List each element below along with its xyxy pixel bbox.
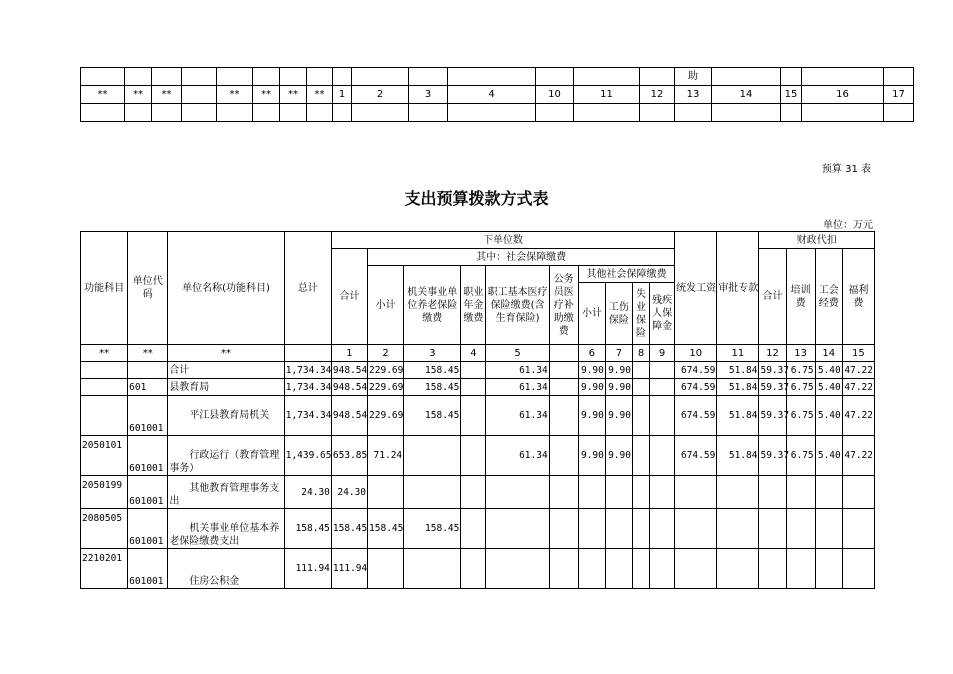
- table-cell-sub: 229.69: [368, 362, 404, 379]
- table-cell-special: [717, 549, 759, 589]
- table-cell-medical: [486, 509, 549, 549]
- header-func-code: 功能科目: [81, 232, 128, 345]
- header-unit-code: 单位代码: [128, 232, 168, 345]
- table-cell-sub: 229.69: [368, 379, 404, 396]
- unit-label: 单位：万元: [823, 220, 873, 231]
- table-cell-unit: 601001: [128, 396, 168, 436]
- table-cell-medical: [486, 549, 549, 589]
- top-index-cell: **: [152, 86, 182, 104]
- table-cell-name: 住房公积金: [168, 549, 284, 589]
- table-cell-civil: [549, 362, 578, 379]
- table-row: [81, 362, 875, 379]
- header-pension: 机关事业单位养老保险缴费: [404, 266, 461, 345]
- table-cell-training: 6.75: [786, 362, 815, 379]
- table-cell-welfare: [842, 549, 874, 589]
- table-cell-sub: [368, 476, 404, 509]
- table-cell-training: 6.75: [786, 396, 815, 436]
- top-index-cell: 12: [640, 86, 675, 104]
- table-cell-wage: [675, 549, 717, 589]
- header-annuity: 职业年金缴费: [461, 266, 486, 345]
- table-cell-special: 51.84: [717, 396, 759, 436]
- table-cell-unit: 601001: [128, 509, 168, 549]
- table-cell-sub2: [578, 549, 605, 589]
- index-cell: 15: [842, 345, 874, 362]
- table-cell-total: 24.30: [284, 476, 331, 509]
- table-cell-unit: 601: [128, 379, 168, 396]
- table-cell-pension: 158.45: [404, 396, 461, 436]
- table-cell-unemp: [632, 362, 649, 379]
- table-cell-civil: [549, 509, 578, 549]
- index-cell: 10: [675, 345, 717, 362]
- table-cell-union: [815, 549, 842, 589]
- table-cell-ftotal: 59.37: [759, 436, 786, 476]
- index-cell: **: [128, 345, 168, 362]
- table-cell-sub: [368, 549, 404, 589]
- top-index-cell: **: [253, 86, 280, 104]
- table-cell-name: 平江县教育局机关: [168, 396, 284, 436]
- table-cell-sub2: 9.90: [578, 436, 605, 476]
- table-cell-disab: [650, 362, 675, 379]
- table-cell-civil: [549, 396, 578, 436]
- table-cell-disab: [650, 436, 675, 476]
- table-cell-medical: 61.34: [486, 379, 549, 396]
- table-cell-unemp: [632, 476, 649, 509]
- table-cell-unemp: [632, 549, 649, 589]
- table-cell-wage: 674.59: [675, 396, 717, 436]
- table-cell-ftotal: 59.37: [759, 362, 786, 379]
- table-cell-pension: 158.45: [404, 509, 461, 549]
- header-sub2: 小计: [578, 283, 605, 345]
- table-cell-sum: 111.94: [331, 549, 367, 589]
- table-cell-medical: 61.34: [486, 436, 549, 476]
- top-index-cell: 14: [712, 86, 781, 104]
- table-cell-name: 行政运行（教育管理事务）: [168, 436, 284, 476]
- table-cell-disab: [650, 549, 675, 589]
- table-cell-disab: [650, 476, 675, 509]
- table-cell-unit: 601001: [128, 436, 168, 476]
- header-other-social: 其他社会保障缴费: [578, 266, 674, 283]
- expenditure-table: [80, 231, 875, 589]
- top-index-cell: 13: [675, 86, 712, 104]
- table-cell-func: [81, 379, 128, 396]
- table-cell-sum: 653.85: [331, 436, 367, 476]
- top-index-cell: 4: [448, 86, 536, 104]
- table-cell-unit: [128, 362, 168, 379]
- header-row-1: [81, 232, 875, 249]
- table-cell-union: 5.40: [815, 396, 842, 436]
- header-sum: 合计: [331, 249, 367, 345]
- table-cell-ftotal: 59.37: [759, 396, 786, 436]
- table-cell-training: 6.75: [786, 436, 815, 476]
- table-cell-total: 1,734.34: [284, 396, 331, 436]
- top-cell-text: 助: [675, 68, 712, 86]
- page-title: 支出预算拨款方式表: [404, 189, 549, 208]
- index-cell: 5: [486, 345, 549, 362]
- top-row-1: [81, 68, 914, 86]
- table-cell-training: [786, 476, 815, 509]
- table-cell-injury: [605, 509, 632, 549]
- top-index-cell: 17: [884, 86, 914, 104]
- table-cell-welfare: [842, 476, 874, 509]
- table-cell-injury: 9.90: [605, 396, 632, 436]
- table-cell-sum: 158.45: [331, 509, 367, 549]
- index-cell: 3: [404, 345, 461, 362]
- table-cell-sum: 948.54: [331, 396, 367, 436]
- index-cell: [284, 345, 331, 362]
- table-cell-ftotal: 59.37: [759, 379, 786, 396]
- table-cell-union: [815, 476, 842, 509]
- table-cell-special: 51.84: [717, 362, 759, 379]
- table-cell-civil: [549, 379, 578, 396]
- header-special: 审批专款: [717, 232, 759, 345]
- table-cell-total: 158.45: [284, 509, 331, 549]
- table-cell-total: 111.94: [284, 549, 331, 589]
- header-disability: 残疾人保障金: [650, 283, 675, 345]
- index-cell: **: [168, 345, 284, 362]
- table-cell-sub2: 9.90: [578, 362, 605, 379]
- table-cell-name: 县教育局: [168, 379, 284, 396]
- table-cell-total: 1,734.34: [284, 362, 331, 379]
- table-cell-wage: 674.59: [675, 436, 717, 476]
- table-cell-annuity: [461, 549, 486, 589]
- table-cell-ftotal: [759, 476, 786, 509]
- top-index-cell: 11: [574, 86, 640, 104]
- header-fiscal: 财政代扣: [759, 232, 875, 249]
- header-injury: 工伤保险: [605, 283, 632, 345]
- header-union: 工会经费: [815, 249, 842, 345]
- table-cell-sub2: [578, 476, 605, 509]
- table-cell-disab: [650, 396, 675, 436]
- table-cell-pension: 158.45: [404, 362, 461, 379]
- top-row-2: [81, 86, 914, 104]
- table-cell-pension: [404, 436, 461, 476]
- table-cell-medical: [486, 476, 549, 509]
- table-cell-ftotal: [759, 509, 786, 549]
- index-row: [81, 345, 875, 362]
- table-cell-func: 2050199: [81, 476, 128, 509]
- table-cell-wage: [675, 509, 717, 549]
- table-cell-special: [717, 509, 759, 549]
- table-cell-union: 5.40: [815, 436, 842, 476]
- table-cell-ftotal: [759, 549, 786, 589]
- table-cell-special: [717, 476, 759, 509]
- table-cell-welfare: 47.22: [842, 379, 874, 396]
- index-cell: 4: [461, 345, 486, 362]
- header-subtotal: 小计: [368, 266, 404, 345]
- table-cell-func: 2210201: [81, 549, 128, 589]
- header-f-total: 合计: [759, 249, 786, 345]
- table-cell-func: [81, 396, 128, 436]
- table-cell-total: 1,439.65: [284, 436, 331, 476]
- table-cell-annuity: [461, 379, 486, 396]
- header-of-which: 其中：社会保障缴费: [368, 249, 675, 266]
- table-cell-pension: 158.45: [404, 379, 461, 396]
- table-cell-wage: 674.59: [675, 379, 717, 396]
- table-cell-medical: 61.34: [486, 396, 549, 436]
- top-index-cell: 15: [781, 86, 802, 104]
- table-row: [81, 476, 875, 509]
- index-cell: 14: [815, 345, 842, 362]
- index-cell: 1: [331, 345, 367, 362]
- table-cell-annuity: [461, 509, 486, 549]
- top-index-cell: **: [217, 86, 253, 104]
- table-cell-medical: 61.34: [486, 362, 549, 379]
- top-index-cell: 2: [352, 86, 409, 104]
- table-cell-unit: 601001: [128, 476, 168, 509]
- table-cell-sum: 948.54: [331, 379, 367, 396]
- table-cell-func: 2080505: [81, 509, 128, 549]
- table-cell-injury: 9.90: [605, 362, 632, 379]
- table-row: [81, 549, 875, 589]
- table-cell-func: 2050101: [81, 436, 128, 476]
- top-index-cell: 10: [536, 86, 574, 104]
- table-cell-sub2: [578, 509, 605, 549]
- index-cell: 13: [786, 345, 815, 362]
- index-cell: 11: [717, 345, 759, 362]
- table-cell-welfare: [842, 509, 874, 549]
- table-cell-civil: [549, 476, 578, 509]
- table-cell-pension: [404, 476, 461, 509]
- header-unit-name: 单位名称(功能科目): [168, 232, 284, 345]
- table-cell-annuity: [461, 362, 486, 379]
- table-cell-total: 1,734.34: [284, 379, 331, 396]
- table-cell-unemp: [632, 436, 649, 476]
- table-cell-wage: [675, 476, 717, 509]
- table-cell-unit: 601001: [128, 549, 168, 589]
- index-cell: 2: [368, 345, 404, 362]
- header-civil-medical: 公务员医疗补助缴费: [549, 266, 578, 345]
- budget-table-number: 预算 31 表: [821, 164, 871, 175]
- top-index-cell: 3: [409, 86, 448, 104]
- top-index-cell: 16: [802, 86, 884, 104]
- table-cell-injury: [605, 549, 632, 589]
- top-index-cell: 1: [333, 86, 352, 104]
- table-row: [81, 436, 875, 476]
- table-cell-injury: 9.90: [605, 436, 632, 476]
- table-cell-unemp: [632, 396, 649, 436]
- index-cell: 9: [650, 345, 675, 362]
- top-index-cell: **: [125, 86, 152, 104]
- index-cell: 7: [605, 345, 632, 362]
- table-cell-sub2: 9.90: [578, 379, 605, 396]
- table-cell-civil: [549, 549, 578, 589]
- table-cell-annuity: [461, 396, 486, 436]
- table-cell-union: 5.40: [815, 362, 842, 379]
- table-cell-union: 5.40: [815, 379, 842, 396]
- table-cell-welfare: 47.22: [842, 436, 874, 476]
- header-lower-unit: 下单位数: [331, 232, 674, 249]
- table-cell-pension: [404, 549, 461, 589]
- table-cell-unemp: [632, 379, 649, 396]
- index-cell: [549, 345, 578, 362]
- table-cell-special: 51.84: [717, 436, 759, 476]
- top-index-cell: **: [280, 86, 307, 104]
- table-cell-func: [81, 362, 128, 379]
- table-cell-training: 6.75: [786, 379, 815, 396]
- table-cell-unemp: [632, 509, 649, 549]
- table-cell-sub: 229.69: [368, 396, 404, 436]
- table-cell-special: 51.84: [717, 379, 759, 396]
- index-cell: 12: [759, 345, 786, 362]
- table-cell-training: [786, 549, 815, 589]
- index-cell: **: [81, 345, 128, 362]
- top-index-cell: [182, 86, 217, 104]
- table-cell-sub: 71.24: [368, 436, 404, 476]
- table-cell-disab: [650, 379, 675, 396]
- header-unemployment: 失业保险: [632, 283, 649, 345]
- table-cell-sum: 948.54: [331, 362, 367, 379]
- table-cell-sub: 158.45: [368, 509, 404, 549]
- table-row: [81, 509, 875, 549]
- table-cell-injury: 9.90: [605, 379, 632, 396]
- table-cell-wage: 674.59: [675, 362, 717, 379]
- table-cell-name: 机关事业单位基本养老保险缴费支出: [168, 509, 284, 549]
- table-cell-annuity: [461, 476, 486, 509]
- header-total: 总计: [284, 232, 331, 345]
- index-cell: 6: [578, 345, 605, 362]
- table-cell-union: [815, 509, 842, 549]
- table-cell-welfare: 47.22: [842, 362, 874, 379]
- table-cell-sub2: 9.90: [578, 396, 605, 436]
- table-cell-welfare: 47.22: [842, 396, 874, 436]
- index-cell: 8: [632, 345, 649, 362]
- previous-table-fragment: [80, 67, 914, 122]
- table-cell-name: 其他教育管理事务支出: [168, 476, 284, 509]
- table-cell-training: [786, 509, 815, 549]
- table-cell-injury: [605, 476, 632, 509]
- top-row-3: [81, 104, 914, 122]
- top-index-cell: **: [307, 86, 333, 104]
- table-row: [81, 396, 875, 436]
- table-cell-annuity: [461, 436, 486, 476]
- table-cell-name: 合计: [168, 362, 284, 379]
- header-medical: 职工基本医疗保险缴费(含生育保险): [486, 266, 549, 345]
- table-cell-disab: [650, 509, 675, 549]
- top-index-cell: **: [81, 86, 125, 104]
- header-training: 培训费: [786, 249, 815, 345]
- header-welfare: 福利费: [842, 249, 874, 345]
- header-wage: 统发工资: [675, 232, 717, 345]
- table-row: [81, 379, 875, 396]
- table-cell-sum: 24.30: [331, 476, 367, 509]
- table-cell-civil: [549, 436, 578, 476]
